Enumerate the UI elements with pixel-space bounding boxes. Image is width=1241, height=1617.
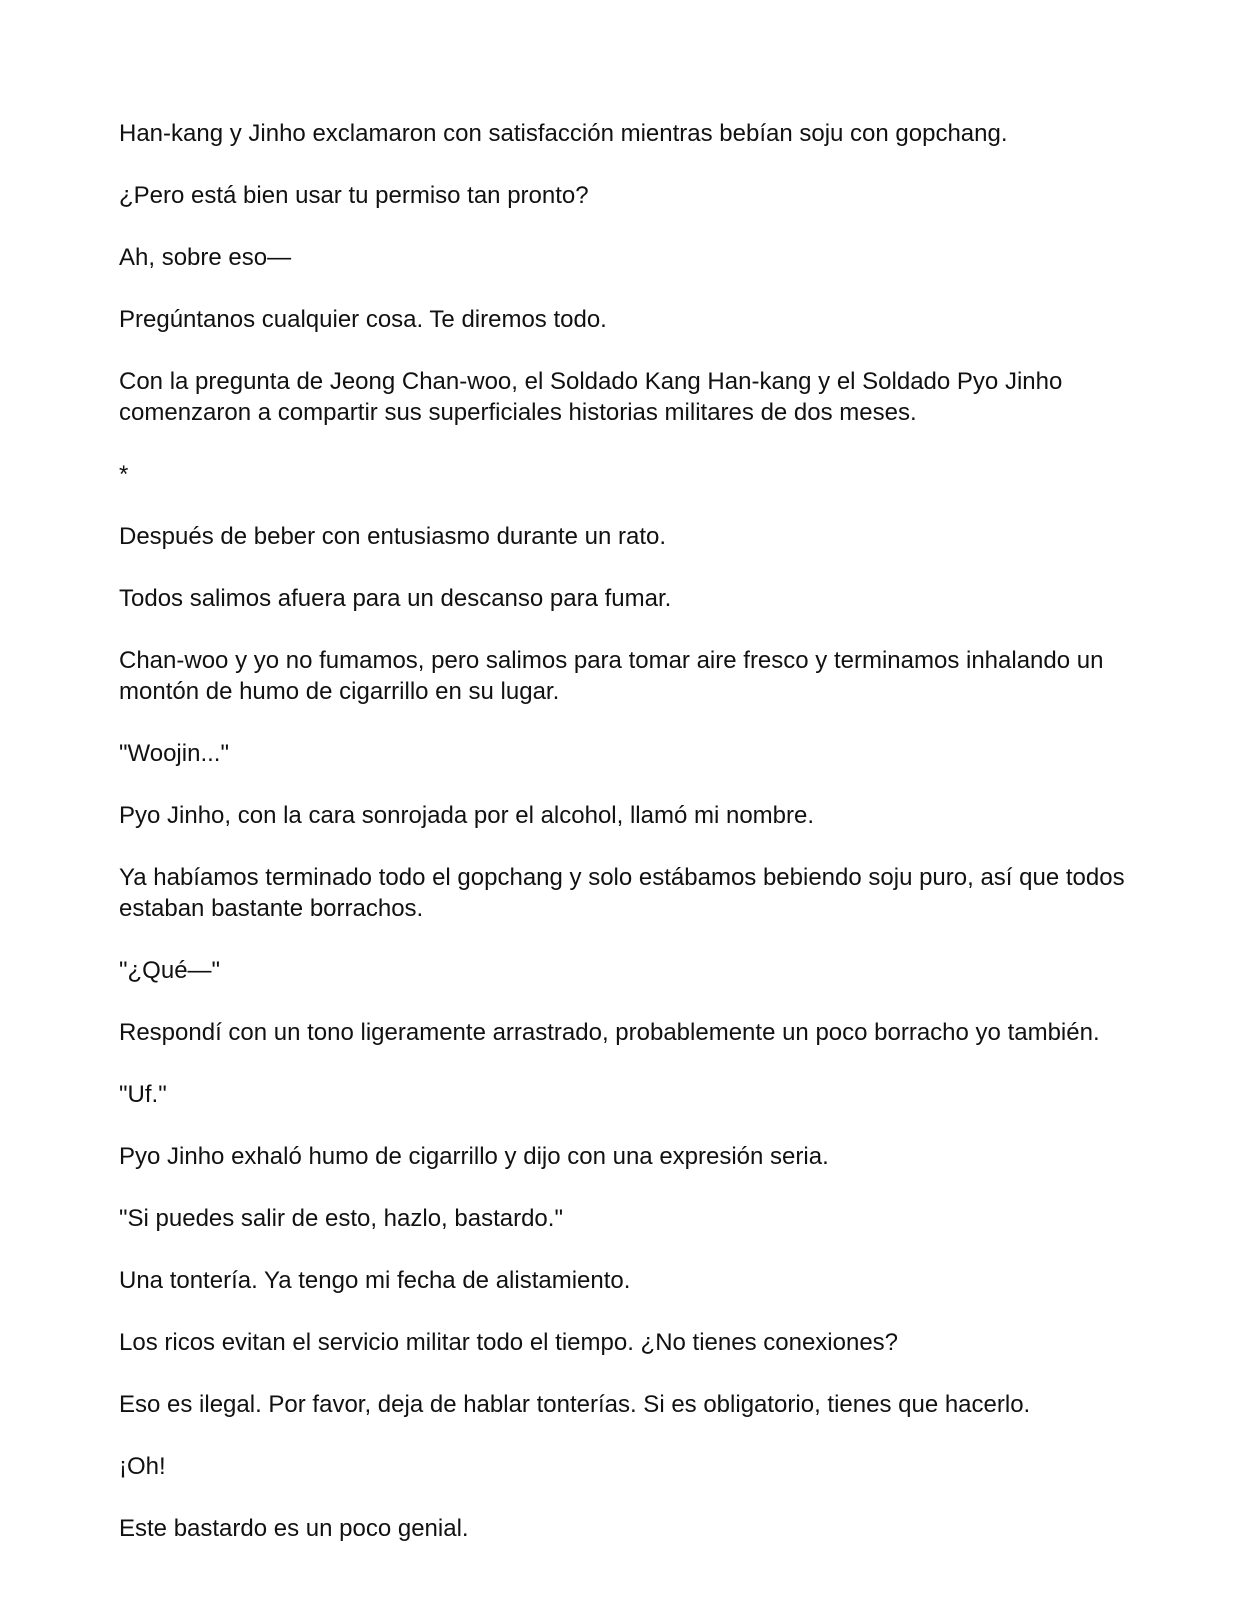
paragraph-11: Pyo Jinho, con la cara sonrojada por el alcohol, llamó mi nombre.	[119, 802, 815, 829]
paragraph-4: Pregúntanos cualquier cosa. Te diremos todo.	[119, 306, 607, 333]
paragraph-14: Respondí con un tono ligeramente arrastrado, probablemente un poco borracho yo también.	[119, 1019, 1100, 1046]
scene-separator: *	[119, 461, 129, 488]
paragraph-2: ¿Pero está bien usar tu permiso tan pronto?	[119, 182, 589, 209]
document-body	[119, 118, 1129, 1575]
paragraph-17: "Si puedes salir de esto, hazlo, bastardo."	[119, 1205, 563, 1232]
paragraph-12: Ya habíamos terminado todo el gopchang y solo estábamos bebiendo soju puro, así que todos estaban bastante borrachos.	[119, 864, 1125, 922]
paragraph-15: "Uf."	[119, 1081, 167, 1108]
paragraph-8: Todos salimos afuera para un descanso para fumar.	[119, 585, 672, 612]
paragraph-3: Ah, sobre eso—	[119, 244, 292, 271]
paragraph-1: Han-kang y Jinho exclamaron con satisfacción mientras bebían soju con gopchang.	[119, 120, 1008, 147]
paragraph-16: Pyo Jinho exhaló humo de cigarrillo y dijo con una expresión seria.	[119, 1143, 829, 1170]
paragraph-5: Con la pregunta de Jeong Chan-woo, el Soldado Kang Han-kang y el Soldado Pyo Jinho comenzaron a compartir sus superficiales historias militares de dos meses.	[119, 368, 1063, 426]
paragraph-18: Una tontería. Ya tengo mi fecha de alistamiento.	[119, 1267, 631, 1294]
paragraph-20: Eso es ilegal. Por favor, deja de hablar tonterías. Si es obligatorio, tienes que hacerlo.	[119, 1391, 1031, 1418]
paragraph-13: "¿Qué—"	[119, 957, 221, 984]
paragraph-9: Chan-woo y yo no fumamos, pero salimos para tomar aire fresco y terminamos inhalando un montón de humo de cigarrillo en su lugar.	[119, 647, 1104, 705]
paragraph-7: Después de beber con entusiasmo durante un rato.	[119, 523, 667, 550]
paragraph-19: Los ricos evitan el servicio militar todo el tiempo. ¿No tienes conexiones?	[119, 1329, 899, 1356]
paragraph-10: "Woojin..."	[119, 740, 229, 767]
paragraph-22: Este bastardo es un poco genial.	[119, 1515, 469, 1542]
paragraph-21: ¡Oh!	[119, 1453, 166, 1480]
